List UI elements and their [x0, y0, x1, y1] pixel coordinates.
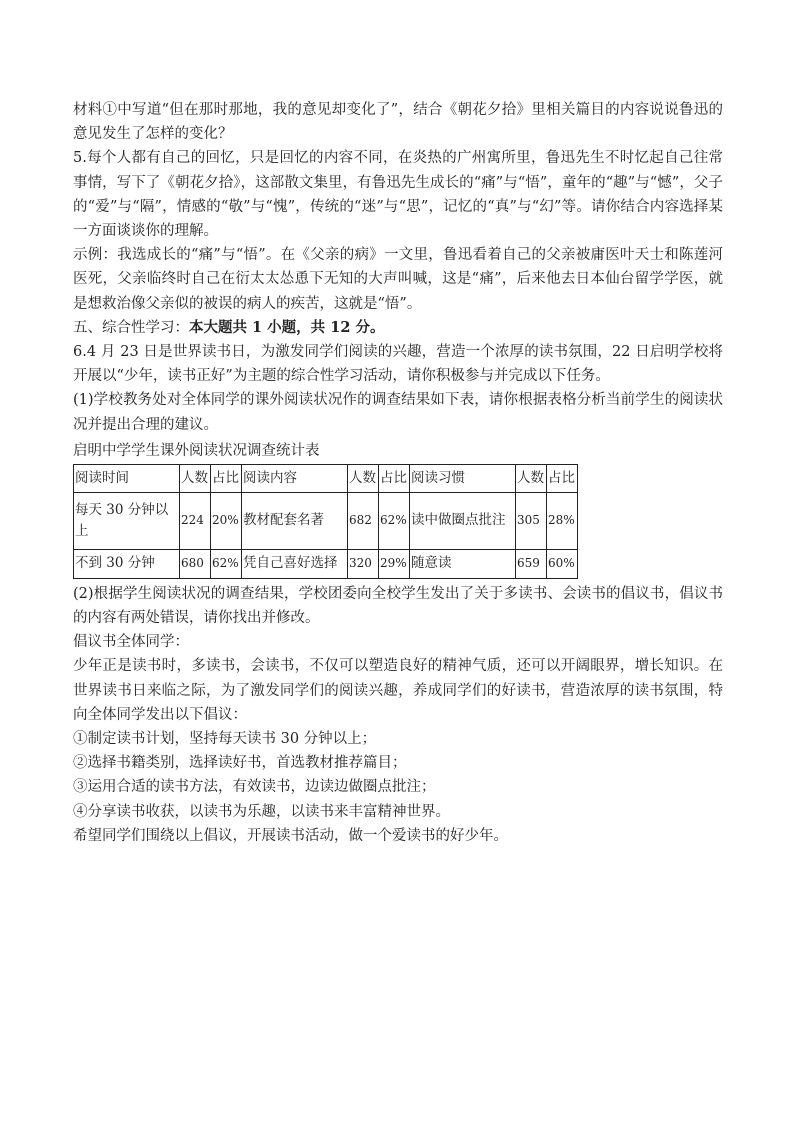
question-6-task-1: (1)学校教务处对全体同学的课外阅读状况作的调查结果如下表，请你根据表格分析当前学生的阅读状况并提出合理的建议。	[73, 392, 723, 433]
table-header-cell: 阅读习惯	[410, 464, 516, 492]
table-header-cell: 阅读时间	[74, 464, 180, 492]
table-header-cell: 人数	[180, 464, 211, 492]
proposal-item: ①制定读书计划，坚持每天读书 30 分钟以上；	[73, 731, 377, 748]
table-cell: 62%	[211, 549, 242, 578]
section-five-prefix: 五、综合性学习：	[73, 319, 189, 336]
question-6-task-2: (2)根据学生阅读状况的调查结果，学校团委向全校学生发出了关于多读书、会读书的倡议书，倡议书的内容有两处错误，请你找出并修改。	[73, 585, 723, 627]
proposal-body: 少年正是读书时，多读书，会读书，不仅可以塑造良好的精神气质，还可以开阔眼界，增长知识。在世界读书日来临之际，为了激发同学们的阅读兴趣，养成同学们的好读书，营造浓厚的读书氛围，特向全体同学发出以下倡议：	[73, 658, 723, 723]
table-cell: 20%	[211, 492, 242, 549]
table-cell: 224	[180, 492, 211, 549]
paragraph-material-question: 材料①中写道“但在那时那地，我的意见却变化了”，结合《朝花夕拾》里相关篇目的内容说说鲁迅的意见发生了怎样的变化？	[73, 102, 723, 143]
table-header-row	[74, 464, 578, 492]
table-cell: 680	[180, 549, 211, 578]
paragraph-question-5: 5.每个人都有自己的回忆，只是回忆的内容不同，在炎热的广州寓所里，鲁迅先生不时忆起自己往常事情，写下了《朝花夕拾》，这部散文集里，有鲁迅先生成长的“痛”与“悟”，童年的“趣”与“憾”，父子的“爱”与“隔”，情感的“敬”与“愧”，传统的“迷”与“思”，记忆的“真”与“幻”等。请你结合内容选择某一方面谈谈你的理解。	[73, 150, 723, 240]
table-cell: 29%	[379, 549, 410, 578]
table-cell: 659	[516, 549, 547, 578]
table-header-cell: 人数	[516, 464, 547, 492]
proposal-salutation: 倡议书全体同学：	[73, 634, 189, 651]
table-cell: 凭自己喜好选择	[242, 549, 348, 578]
section-five-score: 本大题共 1 小题，共 12 分。	[189, 318, 385, 336]
table-cell: 305	[516, 492, 547, 549]
table-title: 启明中学学生课外阅读状况调查统计表	[73, 442, 320, 459]
table-cell: 320	[348, 549, 379, 578]
table-cell: 每天 30 分钟以上	[74, 492, 180, 549]
proposal-item: ②选择书籍类别，选择读好书，首选教材推荐篇目；	[73, 755, 407, 772]
table-cell: 不到 30 分钟	[74, 549, 180, 578]
paragraph-example: 示例：我选成长的“痛”与“悟”。在《父亲的病》一文里，鲁迅看着自己的父亲被庸医叶天士和陈莲河医死，父亲临终时自己在衍太太怂恿下无知的大声叫喊，这是“痛”，后来他去日本仙台留学学医，就是想救治像父亲似的被误的病人的疾苦，这就是“悟”。	[73, 247, 723, 312]
table-header-cell: 阅读内容	[242, 464, 348, 492]
table-cell: 随意读	[410, 549, 516, 578]
reading-survey-table	[73, 464, 578, 579]
question-6-intro: 6.4 月 23 日是世界读书日，为激发同学们阅读的兴趣，营造一个浓厚的读书氛围，22 日启明学校将开展以“少年，读书正好”为主题的综合性学习活动，请你积极参与并完成以下任务。	[73, 344, 723, 385]
table-cell: 读中做圈点批注	[410, 492, 516, 549]
table-cell: 28%	[547, 492, 578, 549]
table-cell: 教材配套名著	[242, 492, 348, 549]
table-header-cell: 人数	[348, 464, 379, 492]
document-page	[73, 98, 723, 848]
table-header-cell: 占比	[211, 464, 242, 492]
table-header-cell: 占比	[379, 464, 410, 492]
table-row	[74, 549, 578, 578]
table-cell: 682	[348, 492, 379, 549]
proposal-closing: 希望同学们围绕以上倡议，开展读书活动，做一个爱读书的好少年。	[73, 827, 508, 844]
table-cell: 60%	[547, 549, 578, 578]
proposal-item: ③运用合适的读书方法，有效读书，边读边做圈点批注；	[73, 779, 436, 796]
proposal-item: ④分享读书收获，以读书为乐趣，以读书来丰富精神世界。	[73, 803, 450, 820]
table-row	[74, 492, 578, 549]
table-header-cell: 占比	[547, 464, 578, 492]
section-five-heading	[73, 316, 723, 340]
table-cell: 62%	[379, 492, 410, 549]
